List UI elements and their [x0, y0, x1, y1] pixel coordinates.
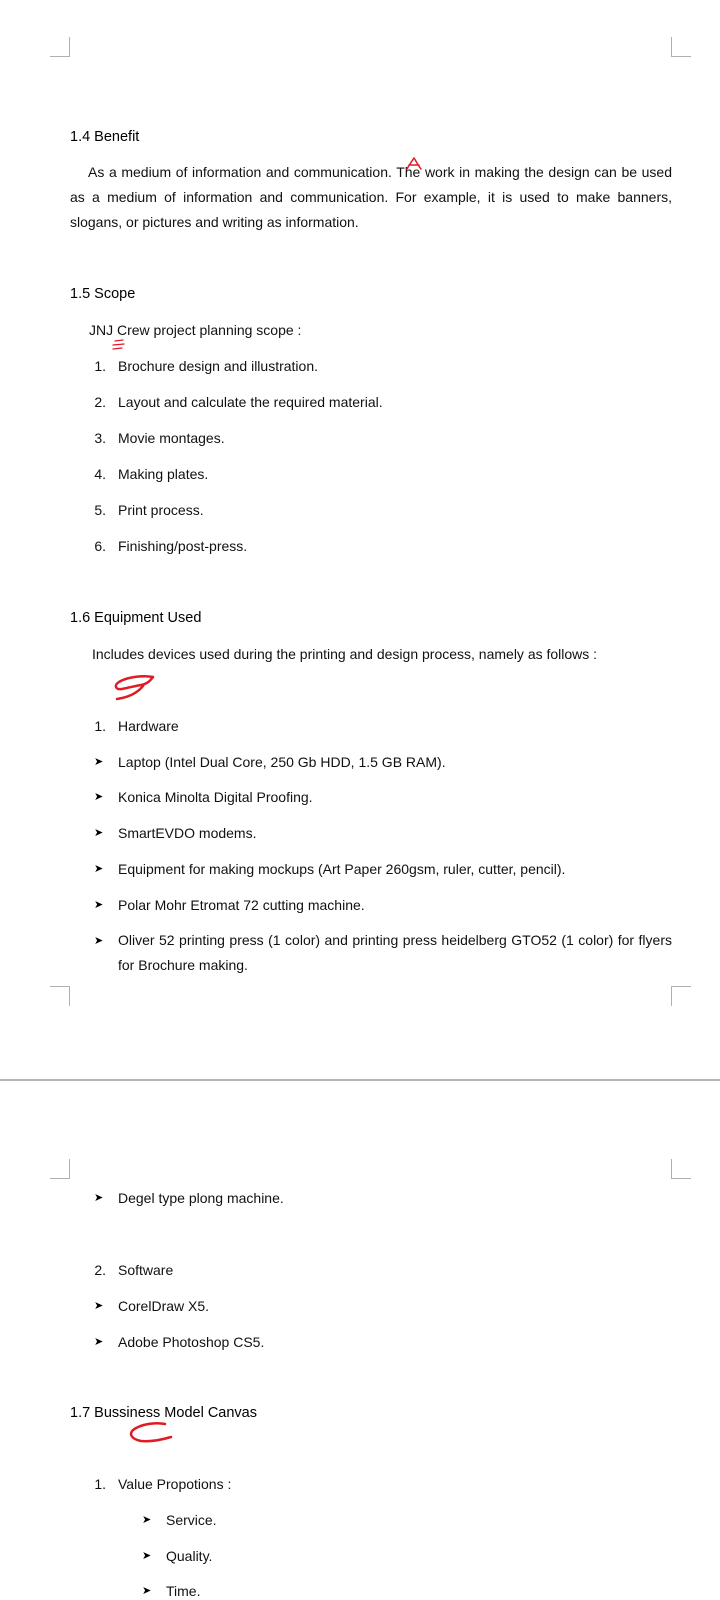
software-number: 2.	[94, 1262, 106, 1278]
arrowhead-bullet-icon: ➤	[94, 1192, 104, 1204]
arrowhead-bullet-icon: ➤	[94, 863, 104, 875]
arrowhead-bullet-icon: ➤	[94, 1336, 104, 1348]
margin-corner-bottom-right	[671, 986, 691, 1006]
hardware-item: Equipment for making mockups (Art Paper 260gsm, ruler, cutter, pencil).	[118, 861, 566, 877]
section-heading-bmc: 1.7 Bussiness Model Canvas	[70, 1405, 257, 1421]
scope-item: Print process.	[118, 502, 204, 518]
scope-item-number: 3.	[94, 430, 106, 446]
hardware-number: 1.	[94, 718, 106, 734]
software-label: Software	[118, 1262, 174, 1278]
value-props-item: Service.	[166, 1512, 217, 1528]
document-page-2	[0, 1082, 720, 1600]
equipment-intro: Includes devices used during the printing and design process, namely as follows :	[92, 646, 598, 662]
scope-item-number: 4.	[94, 466, 106, 482]
hardware-item: SmartEVDO modems.	[118, 825, 257, 841]
arrowhead-bullet-icon: ➤	[142, 1514, 152, 1526]
arrowhead-bullet-icon: ➤	[94, 827, 104, 839]
margin-corner-top-left	[50, 1159, 70, 1179]
section-heading-equipment: 1.6 Equipment Used	[70, 610, 202, 626]
scope-item: Brochure design and illustration.	[118, 358, 319, 374]
arrowhead-bullet-icon: ➤	[142, 1585, 152, 1597]
arrowhead-bullet-icon: ➤	[94, 791, 104, 803]
hardware-item: Laptop (Intel Dual Core, 250 Gb HDD, 1.5 GB RAM).	[118, 754, 446, 770]
margin-corner-top-right	[671, 37, 691, 57]
software-item: Adobe Photoshop CS5.	[118, 1334, 265, 1350]
value-props-label: Value Propotions :	[118, 1476, 232, 1492]
scope-item: Making plates.	[118, 466, 209, 482]
margin-corner-top-right	[671, 1159, 691, 1179]
scope-item: Movie montages.	[118, 430, 225, 446]
arrowhead-bullet-icon: ➤	[142, 1550, 152, 1562]
annotation-lines-icon	[111, 339, 127, 351]
arrowhead-bullet-icon: ➤	[94, 935, 104, 947]
scope-item: Layout and calculate the required material.	[118, 394, 383, 410]
annotation-squiggle-icon	[113, 673, 159, 703]
margin-corner-top-left	[50, 37, 70, 57]
arrowhead-bullet-icon: ➤	[94, 756, 104, 768]
hardware-label: Hardware	[118, 718, 179, 734]
annotation-bracket-icon	[127, 1419, 177, 1453]
hardware-item: Oliver 52 printing press (1 color) and printing press heidelberg GTO52 (1 color) for flyers for Brochure making.	[118, 932, 672, 973]
section-heading-scope: 1.5 Scope	[70, 286, 136, 302]
arrowhead-bullet-icon: ➤	[94, 1300, 104, 1312]
hardware-item: Polar Mohr Etromat 72 cutting machine.	[118, 897, 365, 913]
arrowhead-bullet-icon: ➤	[94, 899, 104, 911]
insert-space-mark-icon	[404, 155, 424, 175]
hardware-item: Konica Minolta Digital Proofing.	[118, 789, 313, 805]
software-item: CorelDraw X5.	[118, 1298, 210, 1314]
scope-item-number: 6.	[94, 538, 106, 554]
benefit-paragraph: As a medium of information and communication. The work in making the design can be used as a medium of information and communication. For example, it is used to make banners, slogans, or pictures and writing as information.	[70, 164, 672, 230]
scope-intro: JNJ Crew project planning scope :	[89, 322, 302, 338]
scope-item-number: 5.	[94, 502, 106, 518]
value-props-number: 1.	[94, 1476, 106, 1492]
hardware-item: Degel type plong machine.	[118, 1190, 284, 1206]
margin-corner-bottom-left	[50, 986, 70, 1006]
value-props-item: Quality.	[166, 1548, 213, 1564]
scope-item: Finishing/post-press.	[118, 538, 248, 554]
value-props-item: Time.	[166, 1583, 201, 1599]
page-separator	[0, 1079, 720, 1081]
scope-item-number: 1.	[94, 358, 106, 374]
scope-item-number: 2.	[94, 394, 106, 410]
section-heading-benefit: 1.4 Benefit	[70, 129, 140, 145]
